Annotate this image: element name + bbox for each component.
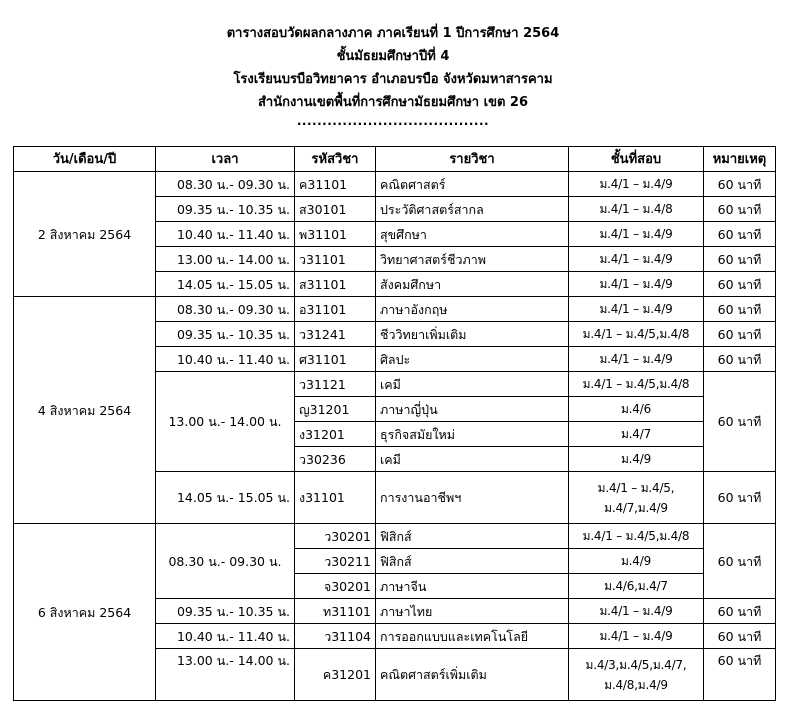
subject-cell: ภาษาไทย: [376, 599, 569, 624]
code-cell: ว31241: [295, 322, 376, 347]
level-cell: ม.4/1 – ม.4/9: [569, 272, 704, 297]
subject-cell: การงานอาชีพฯ: [376, 472, 569, 524]
note-cell: 60 นาที: [704, 472, 776, 524]
code-cell: ค31201: [295, 649, 376, 701]
subject-cell: เคมี: [376, 447, 569, 472]
code-cell: ว31121: [295, 372, 376, 397]
level-line: ม.4/3,ม.4/5,ม.4/7,: [585, 657, 687, 672]
header-grade: ชั้นมัธยมศึกษาปีที่ 4: [336, 49, 450, 64]
date-cell: 6 สิงหาคม 2564: [14, 524, 156, 701]
level-cell: ม.4/6: [569, 397, 704, 422]
code-cell: อ31101: [295, 297, 376, 322]
table-row: [14, 297, 776, 322]
time-cell: 08.30 น.- 09.30 น.: [156, 172, 295, 197]
column-header-date: วัน/เดือน/ปี: [14, 147, 156, 172]
level-cell: [569, 472, 704, 524]
code-cell: ว30211: [295, 549, 376, 574]
subject-cell: สังคมศึกษา: [376, 272, 569, 297]
level-cell: ม.4/1 – ม.4/9: [569, 172, 704, 197]
subject-cell: คณิตศาสตร์: [376, 172, 569, 197]
level-cell: ม.4/1 – ม.4/9: [569, 599, 704, 624]
note-cell: 60 นาที: [704, 347, 776, 372]
code-cell: ส30101: [295, 197, 376, 222]
header-school: โรงเรียนบรบือวิทยาคาร อำเภอบรบือ จังหวัดมหาสารคาม: [233, 72, 553, 87]
level-cell: ม.4/1 – ม.4/5,ม.4/8: [569, 322, 704, 347]
note-cell: 60 นาที: [704, 222, 776, 247]
time-cell: 14.05 น.- 15.05 น.: [156, 472, 295, 524]
level-cell: ม.4/1 – ม.4/9: [569, 247, 704, 272]
code-cell: ว31101: [295, 247, 376, 272]
level-cell: ม.4/1 – ม.4/9: [569, 297, 704, 322]
level-cell: ม.4/1 – ม.4/8: [569, 197, 704, 222]
level-cell: ม.4/1 – ม.4/5,ม.4/8: [569, 524, 704, 549]
code-cell: ว30201: [295, 524, 376, 549]
level-cell: ม.4/9: [569, 447, 704, 472]
level-cell: ม.4/1 – ม.4/9: [569, 347, 704, 372]
subject-cell: ฟิสิกส์: [376, 549, 569, 574]
table-header-row: [14, 147, 776, 172]
code-cell: ศ31101: [295, 347, 376, 372]
column-header-subject: รายวิชา: [376, 147, 569, 172]
time-cell: 14.05 น.- 15.05 น.: [156, 272, 295, 297]
subject-cell: สุขศึกษา: [376, 222, 569, 247]
column-header-level: ชั้นที่สอบ: [569, 147, 704, 172]
level-line: ม.4/1 – ม.4/5,: [597, 480, 675, 495]
time-cell: 09.35 น.- 10.35 น.: [156, 322, 295, 347]
note-cell: 60 นาที: [704, 322, 776, 347]
table-row: [14, 172, 776, 197]
level-cell: ม.4/1 – ม.4/9: [569, 624, 704, 649]
header-title: ตารางสอบวัดผลกลางภาค ภาคเรียนที่ 1 ปีการศึกษา 2564: [226, 26, 560, 41]
note-cell: 60 นาที: [704, 649, 776, 701]
note-cell: 60 นาที: [704, 624, 776, 649]
note-cell: 60 นาที: [704, 272, 776, 297]
time-cell: 13.00 น.- 14.00 น.: [156, 649, 295, 701]
subject-cell: เคมี: [376, 372, 569, 397]
note-cell: 60 นาที: [704, 297, 776, 322]
note-cell: 60 นาที: [704, 247, 776, 272]
subject-cell: วิทยาศาสตร์ชีวภาพ: [376, 247, 569, 272]
code-cell: ส31101: [295, 272, 376, 297]
subject-cell: ศิลปะ: [376, 347, 569, 372]
level-cell: [569, 649, 704, 701]
subject-cell: ธุรกิจสมัยใหม่: [376, 422, 569, 447]
code-cell: จ30201: [295, 574, 376, 599]
column-header-time: เวลา: [156, 147, 295, 172]
level-cell: ม.4/1 – ม.4/9: [569, 222, 704, 247]
note-cell: 60 นาที: [704, 197, 776, 222]
time-cell: 13.00 น.- 14.00 น.: [156, 372, 295, 472]
subject-cell: ชีววิทยาเพิ่มเติม: [376, 322, 569, 347]
time-cell: 09.35 น.- 10.35 น.: [156, 599, 295, 624]
note-cell: 60 นาที: [704, 372, 776, 472]
date-cell: 4 สิงหาคม 2564: [14, 297, 156, 524]
time-cell: 10.40 น.- 11.40 น.: [156, 222, 295, 247]
header-office: สำนักงานเขตพื้นที่การศึกษามัธยมศึกษา เขต 26: [257, 95, 529, 110]
time-cell: 10.40 น.- 11.40 น.: [156, 624, 295, 649]
time-cell: 09.35 น.- 10.35 น.: [156, 197, 295, 222]
column-header-note: หมายเหตุ: [704, 147, 776, 172]
subject-cell: การออกแบบและเทคโนโลยี: [376, 624, 569, 649]
level-cell: ม.4/6,ม.4/7: [569, 574, 704, 599]
exam-schedule-table: [13, 146, 776, 701]
time-cell: 10.40 น.- 11.40 น.: [156, 347, 295, 372]
code-cell: ว31104: [295, 624, 376, 649]
time-cell: 13.00 น.- 14.00 น.: [156, 247, 295, 272]
header-dotted-line: ......................................: [296, 114, 490, 128]
code-cell: ง31201: [295, 422, 376, 447]
code-cell: ญ31201: [295, 397, 376, 422]
subject-cell: ประวัติศาสตร์สากล: [376, 197, 569, 222]
date-cell: 2 สิงหาคม 2564: [14, 172, 156, 297]
level-line: ม.4/7,ม.4/9: [604, 500, 668, 515]
level-cell: ม.4/7: [569, 422, 704, 447]
code-cell: ว30236: [295, 447, 376, 472]
subject-cell: ภาษาอังกฤษ: [376, 297, 569, 322]
code-cell: ง31101: [295, 472, 376, 524]
note-cell: 60 นาที: [704, 172, 776, 197]
column-header-code: รหัสวิชา: [295, 147, 376, 172]
level-line: ม.4/8,ม.4/9: [604, 677, 668, 692]
note-cell: 60 นาที: [704, 599, 776, 624]
time-cell: 08.30 น.- 09.30 น.: [156, 297, 295, 322]
level-cell: ม.4/9: [569, 549, 704, 574]
time-cell: 08.30 น.- 09.30 น.: [156, 524, 295, 599]
subject-cell: ภาษาจีน: [376, 574, 569, 599]
document-header: [0, 22, 786, 128]
subject-cell: ภาษาญี่ปุ่น: [376, 397, 569, 422]
table-row: [14, 524, 776, 549]
level-cell: ม.4/1 – ม.4/5,ม.4/8: [569, 372, 704, 397]
code-cell: ท31101: [295, 599, 376, 624]
code-cell: พ31101: [295, 222, 376, 247]
code-cell: ค31101: [295, 172, 376, 197]
note-cell: 60 นาที: [704, 524, 776, 599]
subject-cell: ฟิสิกส์: [376, 524, 569, 549]
subject-cell: คณิตศาสตร์เพิ่มเติม: [376, 649, 569, 701]
